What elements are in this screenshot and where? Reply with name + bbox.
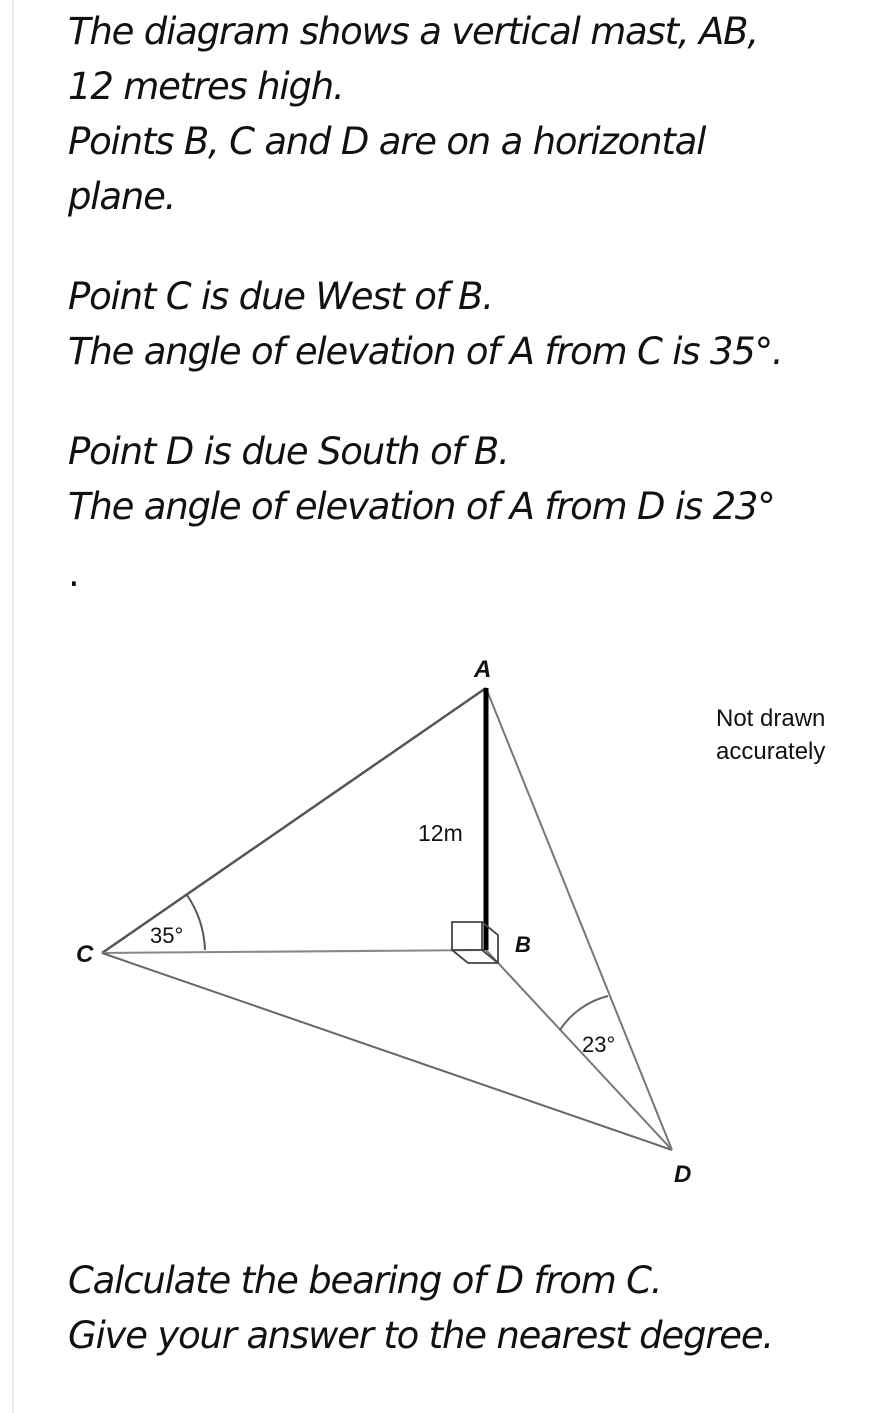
question-line: The angle of elevation of A from D is 23° — [68, 485, 775, 528]
angle-label-c: 35° — [150, 923, 184, 948]
edge-bd — [486, 950, 672, 1150]
angle-arc-d — [560, 996, 608, 1030]
question-line: Point C is due West of B. — [68, 275, 493, 318]
stray-period: . — [68, 552, 80, 595]
height-label: 12m — [418, 820, 463, 846]
question-line: Give your answer to the nearest degree. — [68, 1314, 773, 1357]
question-line: The diagram shows a vertical mast, AB, — [68, 10, 758, 53]
question-line: The angle of elevation of A from C is 35°. — [68, 330, 783, 373]
right-angle-marker-left — [452, 922, 482, 950]
question-line: plane. — [68, 175, 176, 218]
angle-label-d: 23° — [582, 1032, 616, 1057]
note-line-2: accurately — [716, 738, 826, 765]
angle-arc-c — [187, 895, 205, 950]
edge-ad — [486, 688, 672, 1150]
label-a: A — [474, 656, 492, 683]
question-line: Calculate the bearing of D from C. — [68, 1259, 662, 1302]
edge-cb — [102, 950, 486, 953]
label-c: C — [76, 941, 94, 968]
note-line-1: Not drawn — [716, 705, 826, 732]
question-line: Points B, C and D are on a horizontal — [68, 120, 706, 163]
question-line: 12 metres high. — [68, 65, 344, 108]
label-b: B — [515, 932, 531, 957]
question-line: Point D is due South of B. — [68, 430, 509, 473]
label-d: D — [674, 1161, 692, 1188]
right-angle-marker-edge — [482, 950, 498, 963]
